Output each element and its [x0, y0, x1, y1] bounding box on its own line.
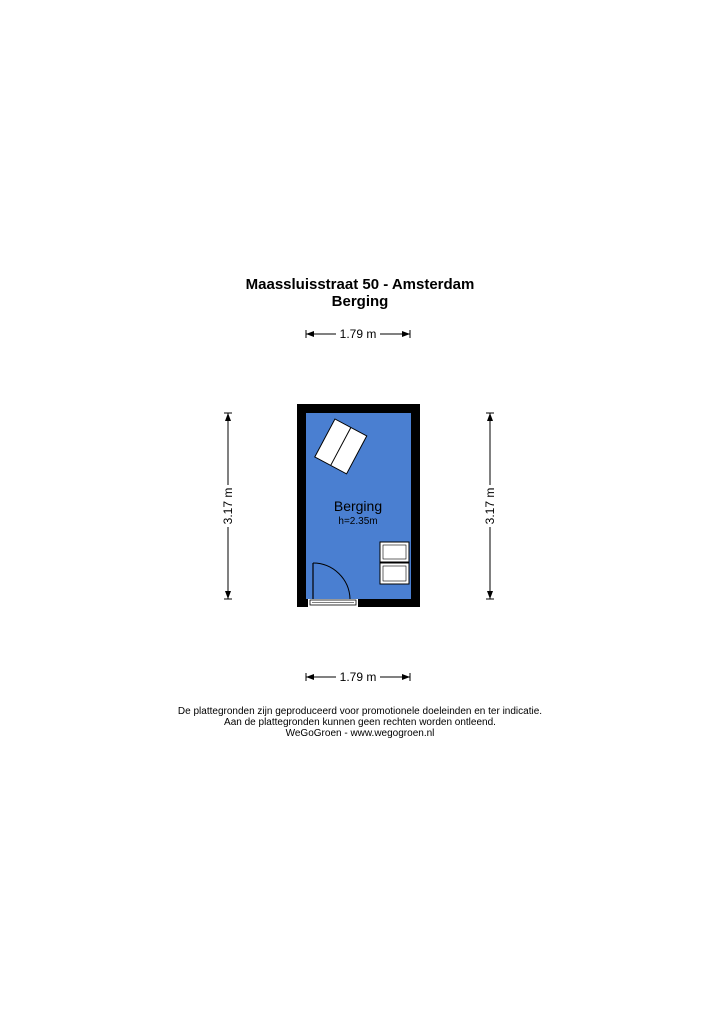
right-dimension: [483, 413, 497, 599]
room-height-label: h=2.35m: [338, 516, 378, 527]
top-dimension-arrow-right: [402, 331, 410, 337]
left-dimension-arrow-bottom: [225, 591, 231, 599]
left-dimension-label: 3.17 m: [221, 487, 235, 525]
room-name-label: Berging: [333, 498, 383, 514]
bottom-dimension: [306, 670, 410, 684]
right-dimension-arrow-top: [487, 413, 493, 421]
bottom-dimension-arrow-left: [306, 674, 314, 680]
top-dimension: [306, 327, 410, 341]
bottom-dimension-arrow-right: [402, 674, 410, 680]
top-dimension-label: 1.79 m: [339, 327, 377, 341]
left-dimension-arrow-top: [225, 413, 231, 421]
right-dimension-label: 3.17 m: [483, 487, 497, 525]
disclaimer-line-2: Aan de plattegronden kunnen geen rechten worden ontleend.: [224, 717, 496, 728]
disclaimer-line-3: WeGoGroen - www.wegogroen.nl: [285, 728, 435, 739]
plan-title: Maassluisstraat 50 - Amsterdam: [245, 276, 475, 293]
top-dimension-arrow-left: [306, 331, 314, 337]
bottom-dimension-label: 1.79 m: [339, 670, 377, 684]
plan-subtitle: Berging: [331, 293, 389, 310]
right-dimension-arrow-bottom: [487, 591, 493, 599]
left-dimension: [221, 413, 235, 599]
disclaimer-line-1: De plattegronden zijn geproduceerd voor promotionele doeleinden en ter indicatie.: [177, 706, 543, 717]
